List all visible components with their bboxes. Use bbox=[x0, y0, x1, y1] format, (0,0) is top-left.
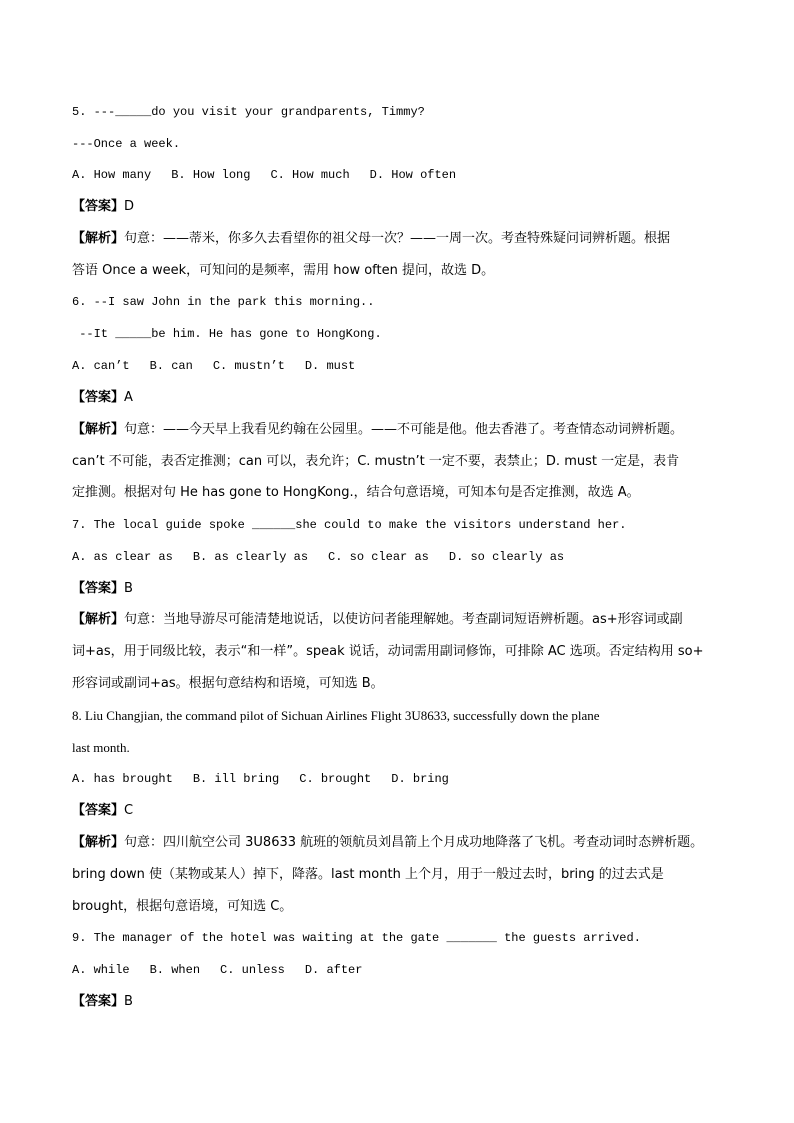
q5-options bbox=[72, 166, 476, 184]
q9-option-b: B. when bbox=[149, 963, 201, 977]
q6-stem: 6. --I saw John in the park this morning.. bbox=[72, 295, 375, 309]
answer-label: 【答案】 bbox=[72, 803, 125, 818]
q7-analysis-line-2: 词+as，用于同级比较，表示“和一样”。speak 说话，动词需用副词修饰，可排除 AC 选项。否定结构用 so+ bbox=[72, 644, 704, 659]
q9-option-a: A. while bbox=[72, 963, 130, 977]
analysis-text: 句意：四川航空公司 3U8633 航班的领航员刘昌箭上个月成功地降落了飞机。考查动词时态辨析题。 bbox=[124, 835, 704, 850]
analysis-text: 句意：当地导游尽可能清楚地说话，以使访问者能理解她。考查副词短语辨析题。as+形容词或副 bbox=[124, 612, 683, 627]
q6-reply: --It _____be him. He has gone to HongKong. bbox=[72, 327, 382, 341]
q8-stem-line-1: 8. Liu Changjian, the command pilot of Sichuan Airlines Flight 3U8633, successfully down the plane bbox=[72, 708, 600, 723]
q5-option-b: B. How long bbox=[171, 168, 251, 182]
q5-stem: 5. ---_____do you visit your grandparents, Timmy? bbox=[72, 105, 425, 119]
q7-stem: 7. The local guide spoke ______she could to make the visitors understand her. bbox=[72, 518, 627, 532]
q7-option-a: A. as clear as bbox=[72, 550, 173, 564]
q8-analysis-line-3: brought，根据句意语境，可知选 C。 bbox=[72, 899, 293, 914]
answer-value: B bbox=[124, 581, 133, 596]
q7-analysis-line-1 bbox=[72, 611, 683, 629]
q6-analysis-line-2: can’t 不可能，表否定推测；can 可以，表允许；C. mustn’t 一定不要，表禁止；D. must 一定是，表肯 bbox=[72, 454, 680, 469]
analysis-label: 【解析】 bbox=[72, 422, 125, 437]
q9-stem: 9. The manager of the hotel was waiting at the gate _______ the guests arrived. bbox=[72, 931, 641, 945]
q8-analysis-line-2: bring down 使（某物或某人）掉下，降落。last month 上个月，用于一般过去时，bring 的过去式是 bbox=[72, 867, 664, 882]
analysis-label: 【解析】 bbox=[72, 231, 125, 246]
q8-options bbox=[72, 770, 469, 788]
answer-label: 【答案】 bbox=[72, 994, 125, 1009]
q6-analysis-line-3: 定推测。根据对句 He has gone to HongKong.，结合句意语境，可知本句是否定推测，故选 A。 bbox=[72, 485, 640, 500]
q9-option-c: C. unless bbox=[220, 963, 285, 977]
q5-answer bbox=[72, 198, 134, 216]
q8-answer bbox=[72, 802, 133, 820]
q5-analysis-line-2: 答语 Once a week，可知问的是频率，需用 how often 提问，故选 D。 bbox=[72, 263, 495, 278]
q8-option-c: C. brought bbox=[299, 772, 372, 786]
q7-option-d: D. so clearly as bbox=[448, 550, 565, 564]
answer-value: D bbox=[124, 199, 135, 214]
q5-option-c: C. How much bbox=[270, 168, 350, 182]
q7-options bbox=[72, 548, 584, 566]
analysis-label: 【解析】 bbox=[72, 835, 125, 850]
answer-label: 【答案】 bbox=[72, 581, 125, 596]
q7-option-b: B. as clearly as bbox=[192, 550, 309, 564]
q6-option-d: D. must bbox=[304, 359, 356, 373]
answer-label: 【答案】 bbox=[72, 199, 125, 214]
q7-option-c: C. so clear as bbox=[328, 550, 429, 564]
q8-analysis-line-1 bbox=[72, 834, 703, 852]
q6-option-c: C. mustn’t bbox=[212, 359, 285, 373]
q9-option-d: D. after bbox=[304, 963, 363, 977]
q5-reply: ---Once a week. bbox=[72, 137, 181, 151]
q5-option-d: D. How often bbox=[369, 168, 457, 182]
q6-option-b: B. can bbox=[149, 359, 193, 373]
analysis-text: 句意：——今天早上我看见约翰在公园里。——不可能是他。他去香港了。考查情态动词辨析题。 bbox=[124, 422, 684, 437]
q6-answer bbox=[72, 389, 133, 407]
q6-options bbox=[72, 357, 375, 375]
answer-value: A bbox=[124, 390, 133, 405]
answer-label: 【答案】 bbox=[72, 390, 125, 405]
answer-value: B bbox=[124, 994, 133, 1009]
analysis-text: 句意：——蒂米，你多久去看望你的祖父母一次？——一周一次。考查特殊疑问词辨析题。根据 bbox=[124, 231, 671, 246]
q5-option-a: A. How many bbox=[72, 168, 152, 182]
q5-analysis-line-1 bbox=[72, 230, 670, 248]
q6-option-a: A. can’t bbox=[72, 359, 130, 373]
q8-option-b: B. ill bring bbox=[192, 772, 280, 786]
answer-value: C bbox=[124, 803, 134, 818]
q8-option-a: A. has brought bbox=[72, 772, 173, 786]
q7-analysis-line-3: 形容词或副词+as。根据句意结构和语境，可知选 B。 bbox=[72, 676, 384, 691]
q8-stem-line-2: last month. bbox=[72, 740, 130, 755]
q8-option-d: D. bring bbox=[391, 772, 449, 786]
q9-answer bbox=[72, 993, 133, 1011]
analysis-label: 【解析】 bbox=[72, 612, 125, 627]
q6-analysis-line-1 bbox=[72, 421, 683, 439]
q9-options bbox=[72, 961, 382, 979]
q7-answer bbox=[72, 580, 133, 598]
